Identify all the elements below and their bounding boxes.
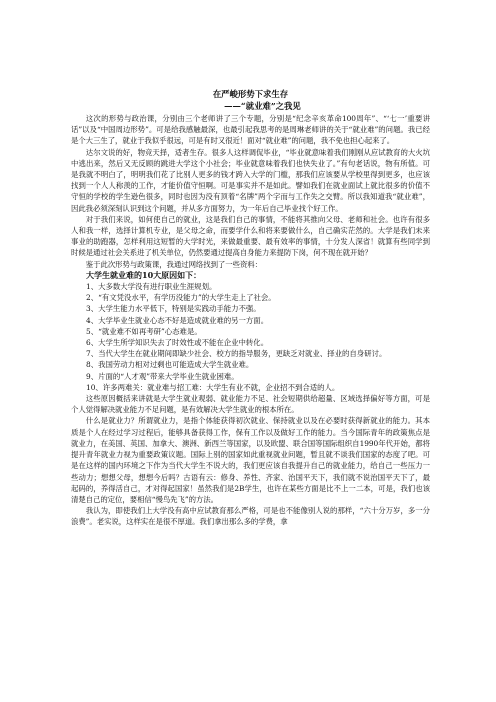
document-subtitle: ——“就业难”之我见 bbox=[224, 101, 301, 111]
paragraph-intro-3: 对于我们来说，如何使自己的就业，这是我们自己的事情，不能将其推向父母、老师和社会。也许有很多人和我一样，选择计算机专业，是父母之命，而要学什么和将来要做什么，自己确实茫然的。大学是我们未来事业的助跑器，怎样利用这短暂的大学时光，来做最重要、最有效率的事情，十分发人深省！就算有些同学到时候是通过社会关系进了机关单位，仍然要通过提高自身能力来提防下岗，何不现在就开始？ bbox=[71, 214, 430, 258]
reasons-heading: 大学生就业难的10大原因如下： bbox=[86, 269, 202, 280]
list-item: 9、片面的“人才观”带来大学毕业生就业困难。 bbox=[86, 371, 239, 381]
reasons-list bbox=[71, 281, 430, 393]
paragraph-outro-2: 什么是就业力？所谓就业力，是指个体能获得初次就业、保持就业以及在必要时获得新就业的能力。其本质是个人在经过学习过程后，能够具备获得工作，保有工作以及做好工作的能力。当今国际青年的政策焦点是就业力，在美国、英国、加拿大、澳洲、新西兰等国家，以及欧盟、联合国等国际组织自1990年代开始，都将提升青年就业力视为重要政策议题。国际上别的国家如此重视就业问题，暂且就不谈我们国家的态度了吧。可是在这样的国内环境之下作为当代大学生不说大的，我们更应该自我提升自己的就业能力，给自己一些压力一些动力；想想父母，想想今后吗？古语有云：修身、养性、齐家、治国平天下，我们就不说治国平天下了，最起码的，养得活自己，才对得起国家！虽然我们是2B学生，也许在某些方面是比不上一二本，可是，我们也该清楚自己的定位，要相信“慢鸟先飞”的方法。 bbox=[71, 416, 430, 504]
paragraph-intro-2: 达尔文说的好，物竞天择，适者生存。很多人这样调侃毕业，“毕业就意味着我们刚刚从应试教育的大火坑中逃出来，然后又无反顾的跳进大学这个小社会；毕业就意味着我们也快失业了。”有句老话说，物有所值。可是我就不明白了，明明我们花了比别人更多的钱才跨入大学的门槛，那我们应该要从学校里得到更多，也应该找到一个人人称羡的工作，才能价值守恒啊。可是事实并不是如此。譬如我们在就业面试上就比很多的价值不守恒的学校的学生逊色很多，同时也因为没有顶着“名牌”两个字而与工作失之交臂。所以我知道我“就业难”，因此我必须深刻认识到这个问题，并从多方面努力，为一年后自己毕业找个好工作。 bbox=[71, 147, 430, 213]
list-item: 3、大学生能力水平低下，特别是实践动手能力不强。 bbox=[86, 304, 261, 314]
list-item: 4、大学毕业生就业心态不好是造成就业难的另一方面。 bbox=[86, 315, 269, 325]
paragraph-outro-3: 我认为，即使我们上大学没有高中应试教育那么严格，可是也不能像别人说的那样，“六十分万岁，多一分浪费”。老实说，这样实在是很不厚道。我们拿出那么多的学费，拿 bbox=[71, 506, 430, 527]
list-item: 2、“有文凭没水平，有学历没能力”的大学生走上了社会。 bbox=[86, 293, 276, 303]
list-item: 7、当代大学生在就业期间即缺少社会、校方的指导服务，更缺乏对就业、择业的自身研讨。 bbox=[86, 349, 387, 359]
list-item: 10、许多两难关：就业难与招工难：大学生有业不就，企业招不到合适的人。 bbox=[86, 382, 340, 392]
document-title: 在严峻形势下求生存 bbox=[212, 89, 289, 99]
list-item: 8、我国劳动力相对过剩也可能造成大学生就业难。 bbox=[86, 360, 254, 370]
list-item: 5、“就业难不如再考研”心态难是。 bbox=[86, 326, 202, 336]
list-item: 6、大学生所学知识失去了时效性或不能在企业中转化。 bbox=[86, 338, 269, 348]
paragraph-outro-1: 这些原因概括来讲就是大学生就业观弱、就业能力不足、社会短期供给超量、区域选择偏好等方面，可是个人觉得解决就业能力不足问题，是有效解决大学生就业的根本所在。 bbox=[71, 394, 430, 415]
paragraph-intro-4: 鉴于此次形势与政策课，我通过网络找到了一些资料： bbox=[85, 259, 262, 269]
paragraph-intro-1: 这次的形势与政治课，分别由三个老师讲了三个专题，分别是“纪念辛亥革命100周年”、“‘七一’重要讲话”以及“中国周边形势”。可是给我感触最深，也最引起我思考的是周琳老师讲的关于“就业难”的问题。我已经是个大三生了，就业于我似乎很远，可是有时又很近！面对“就业难”的问题，我不免也担心起来了。 bbox=[71, 114, 430, 146]
list-item: 1、大多数大学没有进行职业生涯规划。 bbox=[86, 282, 217, 292]
